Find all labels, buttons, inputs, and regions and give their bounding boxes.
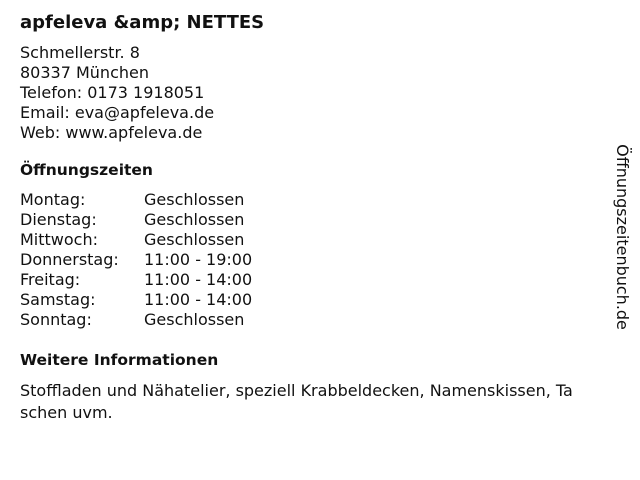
hours-row-saturday (20, 290, 610, 310)
day-label: Mittwoch: (20, 230, 98, 249)
time-value: Geschlossen (144, 190, 245, 209)
email-address: Email: eva@apfeleva.de (20, 103, 215, 122)
address-block (20, 43, 610, 143)
opening-hours-table (20, 190, 610, 330)
more-info-heading: Weitere Informationen (20, 351, 219, 369)
city-address: 80337 München (20, 63, 149, 82)
listing-page (20, 11, 610, 424)
business-name: apfeleva &amp; NETTES (20, 12, 265, 33)
street-address: Schmellerstr. 8 (20, 43, 140, 62)
phone-number: Telefon: 0173 1918051 (20, 83, 205, 102)
opening-hours-heading: Öffnungszeiten (20, 161, 153, 179)
time-value: 11:00 - 14:00 (144, 270, 253, 289)
time-value: Geschlossen (144, 210, 245, 229)
hours-row-wednesday (20, 230, 610, 250)
website-link: Web: www.apfeleva.de (20, 123, 203, 142)
hours-row-tuesday (20, 210, 610, 230)
business-description (20, 380, 620, 424)
time-value: 11:00 - 19:00 (144, 250, 253, 269)
day-label: Montag: (20, 190, 86, 209)
hours-row-thursday (20, 250, 610, 270)
day-label: Sonntag: (20, 310, 92, 329)
hours-row-monday (20, 190, 610, 210)
day-label: Dienstag: (20, 210, 97, 229)
time-value: 11:00 - 14:00 (144, 290, 253, 309)
site-watermark: Öffnungszeitenbuch.de (613, 144, 632, 330)
description-line-1: Stoffladen und Nähatelier, speziell Krabbeldecken, Namenskissen, Ta (20, 381, 573, 400)
description-line-2: schen uvm. (20, 403, 113, 422)
time-value: Geschlossen (144, 230, 245, 249)
time-value: Geschlossen (144, 310, 245, 329)
day-label: Freitag: (20, 270, 81, 289)
hours-row-friday (20, 270, 610, 290)
day-label: Donnerstag: (20, 250, 119, 269)
hours-row-sunday (20, 310, 610, 330)
day-label: Samstag: (20, 290, 96, 309)
